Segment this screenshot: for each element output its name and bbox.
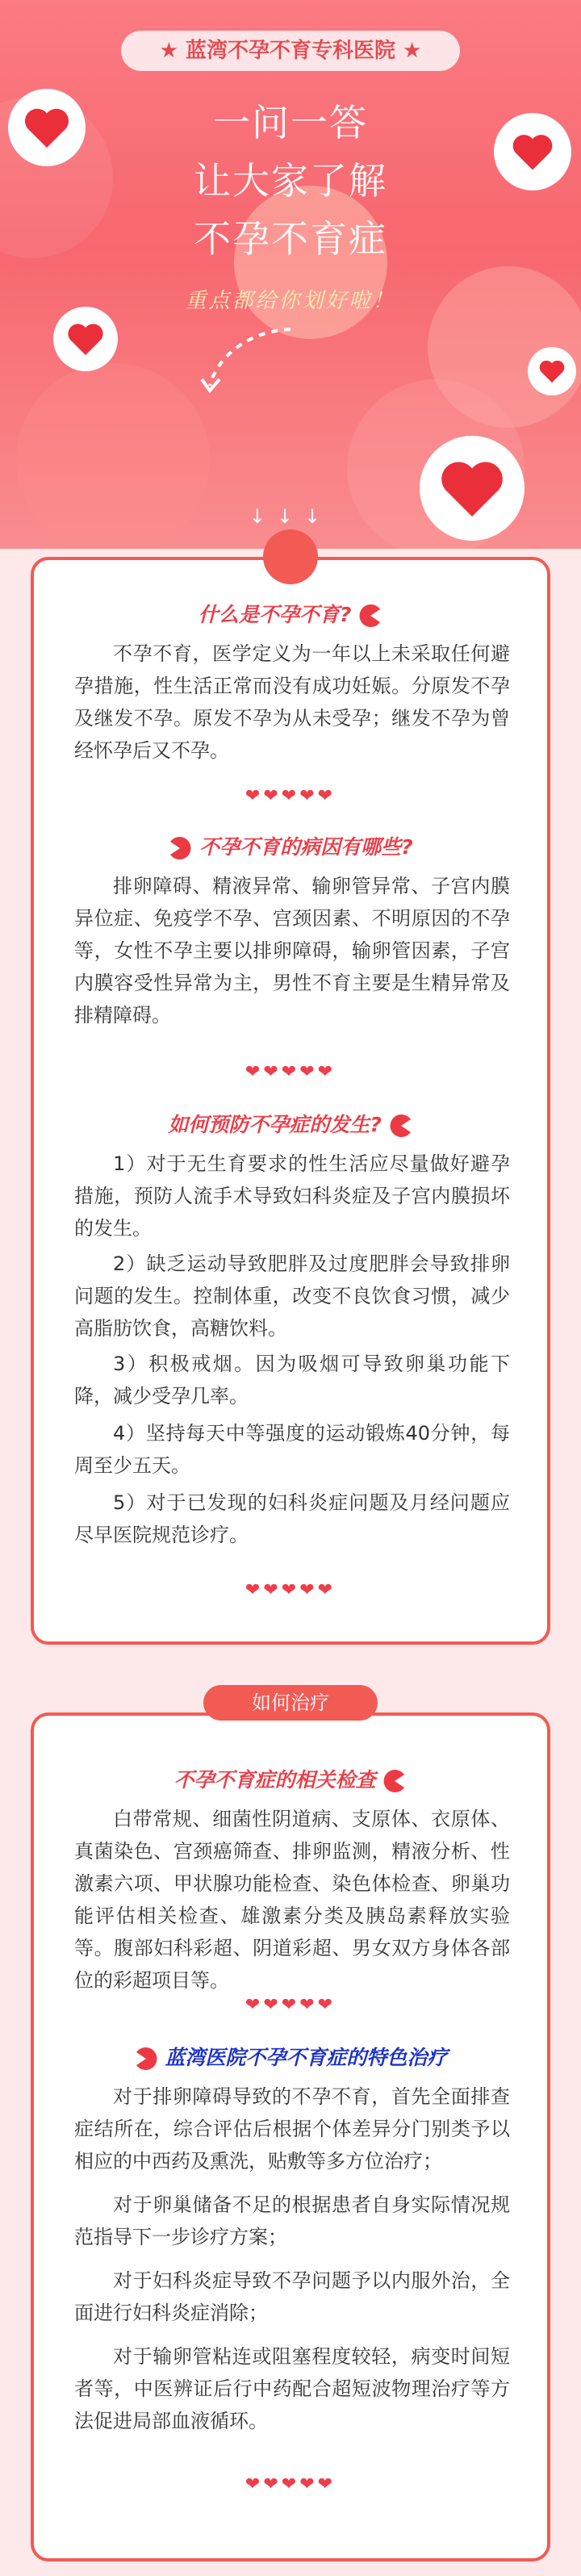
hero-title-line3: 不孕不育症: [194, 217, 387, 261]
answer-paragraph: 排卵障碍、精液异常、输卵管异常、子宫内膜异位症、免疫学不孕、宫颈因素、不明原因的不孕等，女性不孕主要以排卵障碍，输卵管因素，子宫内膜容受性异常为主，男性不育主要是生精异常及排精障碍。: [74, 875, 510, 1027]
question-heading: [0, 1764, 581, 1793]
heart-divider: ❤❤❤❤❤: [245, 1995, 336, 2015]
prevention-item: 4）坚持每天中等强度的运动锻炼40分钟，每周至少五天。: [74, 1422, 510, 1477]
hero-title-line2: 让大家了解: [194, 159, 387, 203]
section-tag: 如何治疗: [203, 1685, 378, 1721]
question-title: 如何预防不孕症的发生?: [168, 1113, 382, 1136]
heart-divider: ❤❤❤❤❤: [245, 1062, 336, 1082]
pacman-icon: [382, 1769, 407, 1793]
prevention-item: 3）积极戒烟。因为吸烟可导致卵巢功能下降，减少受孕几率。: [74, 1353, 510, 1407]
hero-banner: [0, 0, 581, 549]
pacman-icon: [134, 2047, 158, 2071]
hero-subtitle: 重点都给你划好啦！: [185, 289, 396, 313]
answer-paragraph: 白带常规、细菌性阴道病、支原体、衣原体、真菌染色、宫颈癌筛查、排卵监测，精液分析、性激素六项、甲状腺功能检查、染色体检查、卵巢功能评估相关检查、雄激素分类及胰岛素释放实验等。腹部妇科彩超、阴道彩超、男女双方身体各部位的彩超项目等。: [74, 1808, 510, 1992]
scroll-arrows: ↓↓↓: [249, 505, 332, 528]
question-title: 什么是不孕不育?: [198, 603, 352, 626]
prevention-item: 5）对于已发现的妇科炎症问题及月经问题应尽早医院规范诊疗。: [74, 1491, 510, 1546]
heart-divider: ❤❤❤❤❤: [245, 1580, 336, 1600]
pacman-icon: [389, 1114, 413, 1138]
treatment-item: 对于排卵障碍导致的不孕不育，首先全面排查症结所在，综合评估后根据个体差异分门别类予以相应的中西药及熏洗，贴敷等多方位治疗；: [74, 2085, 510, 2172]
pacman-icon: [168, 836, 192, 860]
question-heading: [0, 599, 581, 628]
decor-swoosh: [194, 323, 299, 395]
treatment-item: 对于输卵管粘连或阻塞程度较轻，病变时间短者等，中医辨证后行中药配合超短波物理治疗等方法促进局部血液循环。: [74, 2345, 510, 2432]
heart-icon: [53, 307, 118, 371]
card-top-dot: [263, 529, 318, 584]
question-title: 蓝湾医院不孕不育症的特色治疗: [165, 2046, 448, 2069]
treatment-item: 对于卵巢储备不足的根据患者自身实际情况规范指导下一步诊疗方案；: [74, 2193, 510, 2248]
question-heading: [0, 1109, 581, 1138]
question-heading: [0, 2042, 581, 2071]
question-heading: [0, 831, 581, 860]
question-title: 不孕不育症的相关检查: [173, 1768, 376, 1792]
pacman-icon: [358, 604, 382, 628]
hospital-badge: ★ 蓝湾不孕不育专科医院 ★: [121, 31, 460, 71]
answer-paragraph: 不孕不育，医学定义为一年以上未采取任何避孕措施，性生活正常而没有成功妊娠。分原发不孕及继发不孕。原发不孕为从未受孕；继发不孕为曾经怀孕后又不孕。: [74, 642, 510, 762]
prevention-item: 2）缺乏运动导致肥胖及过度肥胖会导致排卵问题的发生。控制体重，改变不良饮食习惯，减少高脂肪饮食，高糖饮料。: [74, 1252, 510, 1340]
treatment-item: 对于妇科炎症导致不孕问题予以内服外治，全面进行妇科炎症消除；: [74, 2269, 510, 2324]
question-title: 不孕不育的病因有哪些?: [199, 835, 413, 859]
hero-title-line1: 一问一答: [213, 101, 368, 144]
decor-circle: [234, 186, 387, 339]
heart-icon: [528, 347, 576, 395]
heart-divider: ❤❤❤❤❤: [245, 2474, 336, 2494]
prevention-item: 1）对于无生育要求的性生活应尽量做好避孕措施，预防人流手术导致妇科炎症及子宫内膜损坏的发生。: [74, 1152, 510, 1240]
heart-divider: ❤❤❤❤❤: [245, 786, 336, 806]
